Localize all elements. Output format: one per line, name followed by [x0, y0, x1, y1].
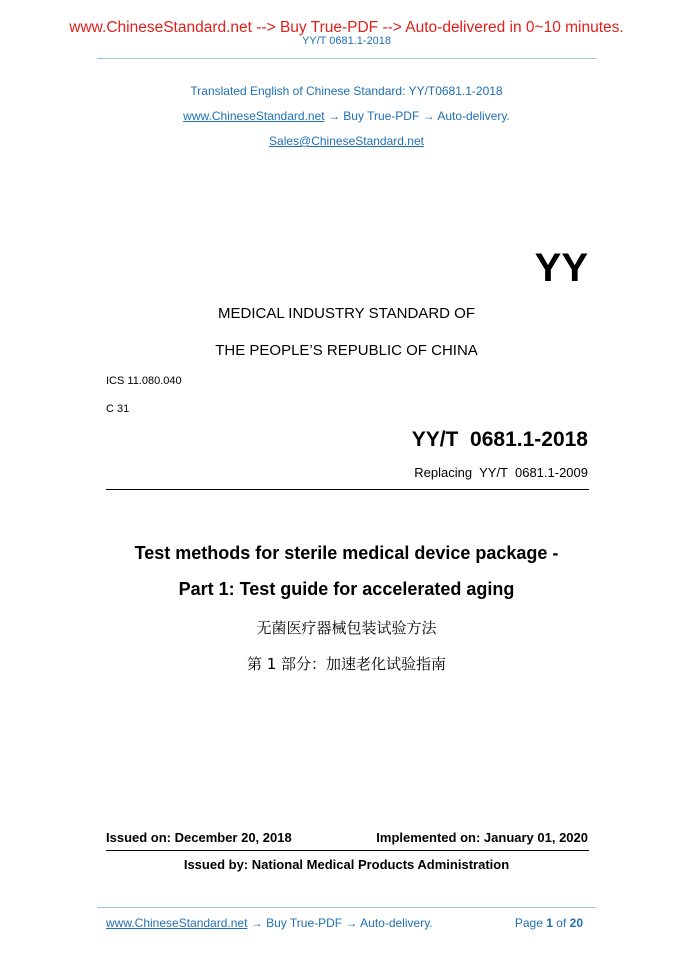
title-en-line-1: Test methods for sterile medical device package - — [134, 543, 559, 563]
ics-code: ICS 11.080.040 — [106, 375, 182, 387]
of-word: of — [556, 916, 567, 930]
standard-line-2: THE PEOPLE’S REPUBLIC OF CHINA — [215, 342, 478, 359]
title-cn-line-1: 无菌医疗器械包装试验方法 — [256, 619, 437, 637]
footer-site-link[interactable]: www.ChineseStandard.net — [106, 916, 248, 930]
translated-line: Translated English of Chinese Standard: YY/T0681.1-2018 — [190, 84, 503, 98]
issue-divider — [106, 850, 589, 851]
footer-divider — [97, 907, 596, 908]
ccs-code: C 31 — [106, 403, 130, 415]
sales-email-link[interactable]: Sales@ChineseStandard.net — [269, 134, 424, 148]
footer-auto-text: Auto-delivery. — [360, 916, 433, 930]
buy-text: Buy True-PDF — [343, 109, 420, 123]
total-pages: 20 — [569, 916, 583, 930]
title-en-line-2: Part 1: Test guide for accelerated aging — [178, 579, 515, 599]
page-indicator — [515, 916, 583, 930]
arrow-icon: → — [250, 916, 263, 930]
issued-on: Issued on: December 20, 2018 — [106, 830, 292, 845]
arrow-icon: → — [345, 916, 358, 930]
title-divider — [106, 489, 589, 490]
footer-delivery-line — [106, 916, 433, 930]
title-cn-line-2: 第 1 部分：加速老化试验指南 — [246, 655, 447, 673]
page-number: 1 — [546, 916, 553, 930]
sales-email-line — [0, 134, 693, 148]
replacing-line: Replacing YY/T 0681.1-2009 — [414, 465, 588, 480]
page-word: Page — [514, 916, 543, 930]
arrow-icon: → — [422, 109, 435, 123]
footer-buy-text: Buy True-PDF — [266, 916, 343, 930]
standard-number: YY/T 0681.1-2018 — [411, 428, 588, 451]
standard-logo: YY — [534, 246, 588, 290]
arrow-icon: → — [327, 109, 340, 123]
issued-by: Issued by: National Medical Products Administration — [183, 857, 510, 872]
promo-banner[interactable]: www.ChineseStandard.net --> Buy True-PDF --> Auto-delivered in 0~10 minutes. — [69, 19, 624, 36]
header-code: YY/T 0681.1-2018 — [301, 35, 392, 47]
header-divider — [97, 58, 596, 59]
implemented-on: Implemented on: January 01, 2020 — [376, 830, 588, 845]
standard-line-1: MEDICAL INDUSTRY STANDARD OF — [218, 305, 475, 322]
site-link[interactable]: www.ChineseStandard.net — [183, 109, 325, 123]
auto-text: Auto-delivery. — [437, 109, 510, 123]
delivery-line — [0, 109, 693, 123]
